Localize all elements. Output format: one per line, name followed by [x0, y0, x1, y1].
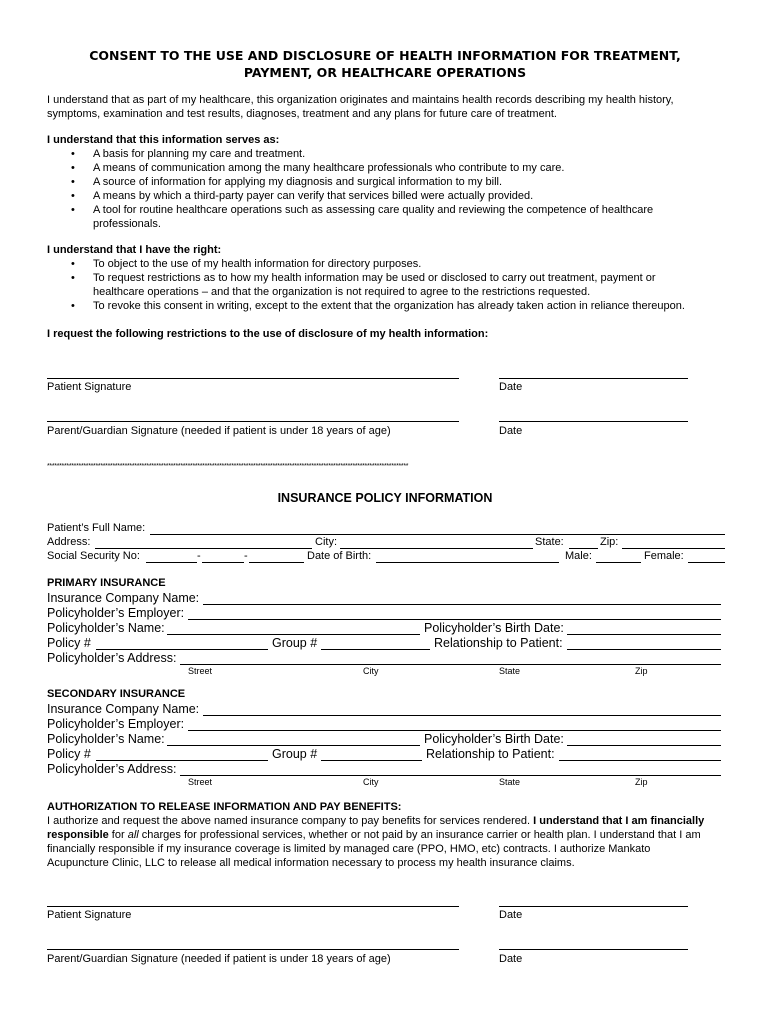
ssn-dash: -: [197, 550, 201, 562]
primary-policy-field[interactable]: [96, 649, 268, 650]
primary-street-caption: Street: [188, 666, 213, 676]
secondary-employer-label: Policyholder’s Employer:: [47, 717, 185, 731]
bullet-icon: •: [71, 272, 75, 284]
right-item-continued: healthcare operations – and that the organization is not required to agree to the restrictions requested.: [93, 286, 591, 298]
primary-group-label: Group #: [272, 636, 318, 650]
primary-name-label: Policyholder’s Name:: [47, 621, 165, 635]
dob-label: Date of Birth:: [307, 550, 372, 562]
patient-full-name-label: Patient’s Full Name:: [47, 522, 146, 534]
primary-zip-caption: Zip: [635, 666, 648, 676]
right-item: • To revoke this consent in writing, except to the extent that the organization has already taken action in reliance thereupon.: [71, 300, 685, 312]
right-item: • To object to the use of my health information for directory purposes.: [71, 258, 422, 270]
ssn-label: Social Security No:: [47, 550, 140, 562]
dob-field[interactable]: [376, 562, 559, 563]
restrictions-heading: I request the following restrictions to the use of disclosure of my health information:: [47, 328, 489, 340]
secondary-street-caption: Street: [188, 777, 213, 787]
address-label: Address:: [47, 536, 91, 548]
patient-signature-line[interactable]: [47, 378, 459, 379]
serves-item-continued: professionals.: [93, 218, 161, 230]
primary-group-field[interactable]: [321, 649, 430, 650]
secondary-group-field[interactable]: [321, 760, 422, 761]
patient-signature-label: Patient Signature: [47, 909, 132, 921]
male-label: Male:: [565, 550, 592, 562]
primary-address-field[interactable]: [180, 664, 721, 665]
primary-company-field[interactable]: [203, 604, 721, 605]
bullet-icon: •: [71, 300, 75, 312]
state-label: State:: [535, 536, 564, 548]
insurance-heading: INSURANCE POLICY INFORMATION: [277, 491, 493, 505]
male-field[interactable]: [596, 562, 641, 563]
serves-item: • A means by which a third-party payer can verify that services billed were actually provided.: [71, 190, 534, 202]
secondary-policy-label: Policy #: [47, 747, 91, 761]
patient-signature-line[interactable]: [47, 906, 459, 907]
serves-item: • A source of information for applying my diagnosis and surgical information to my bill.: [71, 176, 503, 188]
state-field[interactable]: [569, 548, 598, 549]
bullet-icon: •: [71, 176, 75, 188]
secondary-zip-caption: Zip: [635, 777, 648, 787]
ssn-dash: -: [244, 550, 248, 562]
female-field[interactable]: [688, 562, 725, 563]
date-label: Date: [499, 381, 523, 393]
address-field[interactable]: [95, 548, 312, 549]
date-label: Date: [499, 953, 523, 965]
primary-address-label: Policyholder’s Address:: [47, 651, 177, 665]
female-label: Female:: [644, 550, 684, 562]
guardian-signature-date-line[interactable]: [499, 421, 688, 422]
primary-policy-label: Policy #: [47, 636, 91, 650]
secondary-birth-label: Policyholder’s Birth Date:: [424, 732, 564, 746]
city-field[interactable]: [340, 548, 533, 549]
city-label: City:: [315, 536, 337, 548]
secondary-name-field[interactable]: [167, 745, 420, 746]
secondary-state-caption: State: [499, 777, 521, 787]
authorization-line3: financially responsible if my insurance coverage is limited by managed care (PPO, HMO, etc) contracts. I authorize Mankato: [47, 843, 651, 855]
serves-heading: I understand that this information serves as:: [47, 134, 280, 146]
serves-item: • A basis for planning my care and treatment.: [71, 148, 306, 160]
separator: *****************************************************************************************************************************************************: [47, 463, 409, 470]
form-title-line2: PAYMENT, OR HEALTHCARE OPERATIONS: [243, 65, 527, 80]
primary-employer-label: Policyholder’s Employer:: [47, 606, 185, 620]
primary-company-label: Insurance Company Name:: [47, 591, 200, 605]
bullet-icon: •: [71, 162, 75, 174]
primary-relationship-field[interactable]: [567, 649, 721, 650]
serves-item: • A tool for routine healthcare operations such as assessing care quality and reviewing the competence of healthcare: [71, 204, 654, 216]
bullet-icon: •: [71, 148, 75, 160]
secondary-birth-field[interactable]: [567, 745, 721, 746]
primary-relationship-label: Relationship to Patient:: [434, 636, 563, 650]
primary-birth-label: Policyholder’s Birth Date:: [424, 621, 564, 635]
ssn-field-2[interactable]: [202, 562, 244, 563]
bullet-icon: •: [71, 204, 75, 216]
guardian-signature-line[interactable]: [47, 949, 459, 950]
authorization-line1: I authorize and request the above named insurance company to pay benefits for services rendered. I understand that I am financially: [47, 815, 705, 827]
guardian-signature-date-line[interactable]: [499, 949, 688, 950]
intro-line2: symptoms, examination and test results, diagnoses, treatment and any plans for future care of treatment.: [47, 108, 557, 120]
primary-employer-field[interactable]: [188, 619, 721, 620]
primary-state-caption: State: [499, 666, 521, 676]
secondary-group-label: Group #: [272, 747, 318, 761]
form-title-line1: CONSENT TO THE USE AND DISCLOSURE OF HEALTH INFORMATION FOR TREATMENT,: [89, 48, 681, 63]
patient-signature-date-line[interactable]: [499, 906, 688, 907]
secondary-address-field[interactable]: [180, 775, 721, 776]
primary-city-caption: City: [363, 666, 379, 676]
primary-birth-field[interactable]: [567, 634, 721, 635]
patient-full-name-field[interactable]: [150, 534, 725, 535]
right-heading: I understand that I have the right:: [47, 244, 222, 256]
zip-label: Zip:: [600, 536, 619, 548]
secondary-city-caption: City: [363, 777, 379, 787]
bullet-icon: •: [71, 190, 75, 202]
secondary-relationship-field[interactable]: [559, 760, 721, 761]
ssn-field-3[interactable]: [249, 562, 304, 563]
primary-insurance-heading: PRIMARY INSURANCE: [47, 577, 166, 589]
primary-name-field[interactable]: [167, 634, 420, 635]
secondary-address-label: Policyholder’s Address:: [47, 762, 177, 776]
secondary-insurance-heading: SECONDARY INSURANCE: [47, 688, 186, 700]
guardian-signature-label: Parent/Guardian Signature (needed if patient is under 18 years of age): [47, 953, 391, 965]
intro-line1: I understand that as part of my healthcare, this organization originates and maintains health records describing my health history,: [47, 94, 674, 106]
ssn-field-1[interactable]: [146, 562, 197, 563]
serves-item: • A means of communication among the many healthcare professionals who contribute to my care.: [71, 162, 565, 174]
date-label: Date: [499, 425, 523, 437]
patient-signature-date-line[interactable]: [499, 378, 688, 379]
guardian-signature-line[interactable]: [47, 421, 459, 422]
bullet-icon: •: [71, 258, 75, 270]
patient-signature-label: Patient Signature: [47, 381, 132, 393]
secondary-policy-field[interactable]: [96, 760, 268, 761]
secondary-employer-field[interactable]: [188, 730, 721, 731]
secondary-company-field[interactable]: [203, 715, 721, 716]
right-item: • To request restrictions as to how my health information may be used or disclosed to carry out treatment, payment or: [71, 272, 656, 284]
zip-field[interactable]: [622, 548, 725, 549]
guardian-signature-label: Parent/Guardian Signature (needed if patient is under 18 years of age): [47, 425, 391, 437]
authorization-heading: AUTHORIZATION TO RELEASE INFORMATION AND PAY BENEFITS:: [47, 801, 402, 813]
authorization-line4: Acupuncture Clinic, LLC to release all medical information necessary to process my health insurance claims.: [47, 857, 575, 869]
date-label: Date: [499, 909, 523, 921]
authorization-line2: responsible for all charges for professional services, whether or not paid by an insurance carrier or health plan. I understand that I am: [47, 829, 701, 841]
secondary-name-label: Policyholder’s Name:: [47, 732, 165, 746]
secondary-company-label: Insurance Company Name:: [47, 702, 200, 716]
secondary-relationship-label: Relationship to Patient:: [426, 747, 555, 761]
